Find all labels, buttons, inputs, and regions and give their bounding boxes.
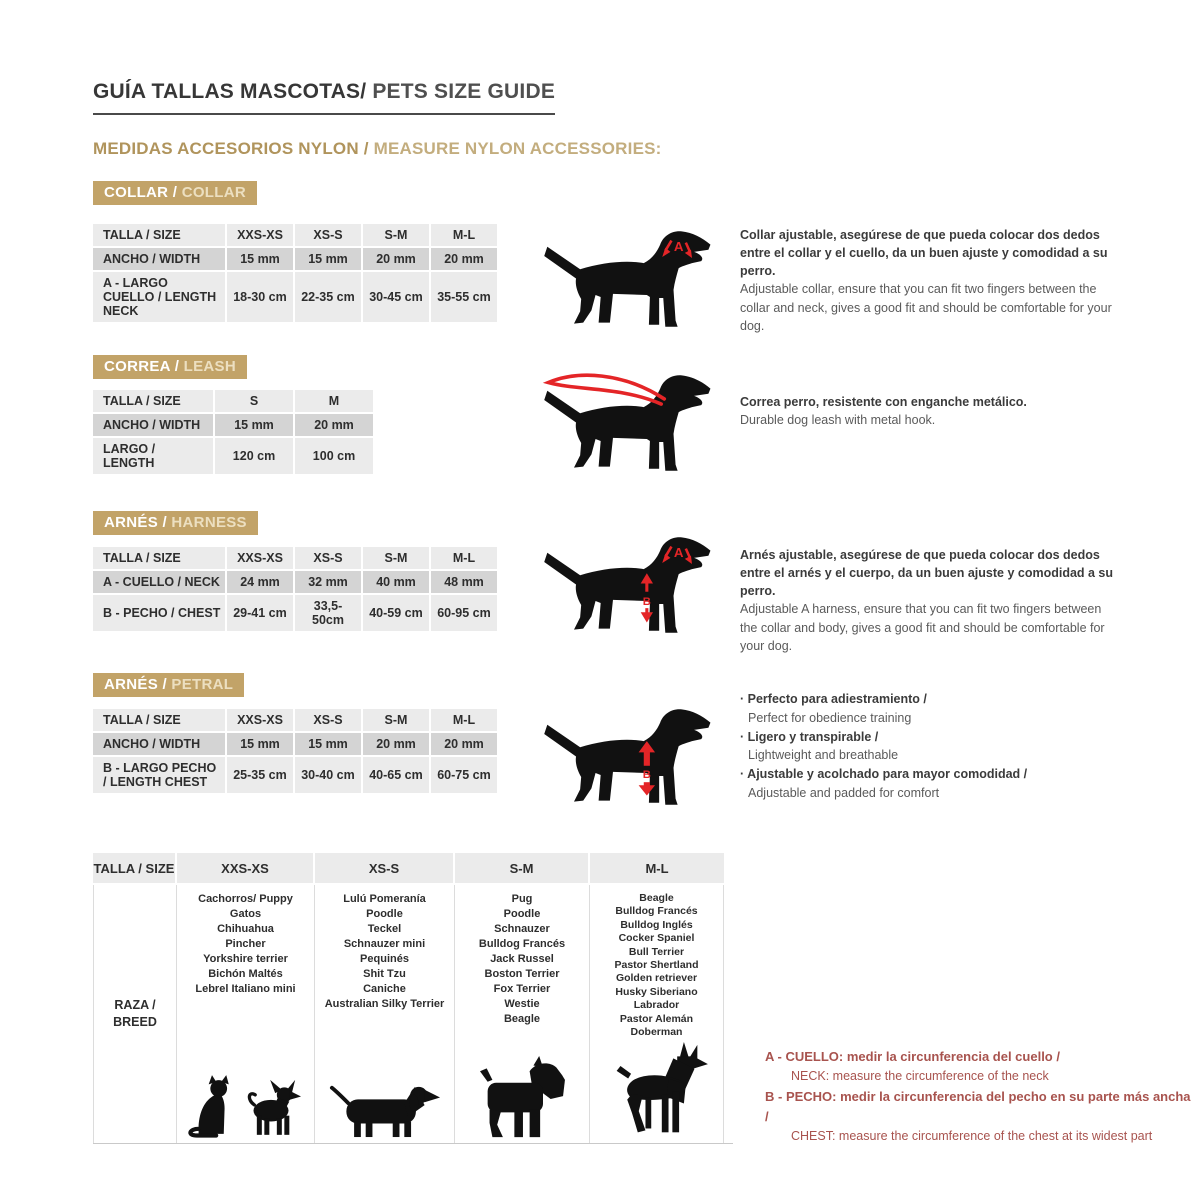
note-a-en: NECK: measure the circumference of the neck [791,1069,1049,1084]
dog-leash-icon [541,362,726,480]
collar-badge-en: COLLAR [177,184,246,201]
cell: 40 mm [363,571,429,593]
breed-list-xxs-xs: Cachorros/ Puppy Gatos Chihuahua Pincher Yorkshire terrier Bichón Maltés Lebrel Italiano mini [195,893,296,995]
cell: M [295,390,373,412]
leash-table-length-row [93,438,373,474]
leash-badge-es: CORREA / [104,358,180,375]
harness-measure-label-b: B [642,596,651,609]
cell: XS-S [315,853,453,883]
cell: XS-S [295,709,361,731]
cell: A - CUELLO / NECK [93,571,225,593]
page-subtitle [93,139,662,159]
harness-badge [93,511,258,535]
cell: 20 mm [363,248,429,270]
cell: 60-95 cm [431,595,497,631]
schnauzer-silhouette-icon [476,1056,568,1140]
page-title-en: PETS SIZE GUIDE [366,80,556,103]
cell: 30-40 cm [295,757,361,793]
cell: 20 mm [363,733,429,755]
dog-petral-icon [541,696,726,814]
bullet-en: Perfect for obedience training [748,710,912,725]
cell: 35-55 cm [431,272,497,322]
breed-cell-xs-s [315,885,455,1143]
dog-harness-icon [541,524,726,642]
doberman-silhouette-icon [603,1042,711,1140]
leash-description [740,393,1115,429]
collar-description [740,226,1115,335]
harness-table-neck-row [93,571,497,593]
leash-badge [93,355,247,379]
page-subtitle-en: MEASURE NYLON ACCESSORIES: [368,139,662,158]
bullet-en: Adjustable and padded for comfort [748,785,940,800]
cell: TALLA / SIZE [93,390,213,412]
cell: LARGO / LENGTH [93,438,213,474]
cell: 60-75 cm [431,757,497,793]
bullet-item [740,690,1120,728]
page-title-es: GUÍA TALLAS MASCOTAS/ [93,80,367,103]
cell: XS-S [295,547,361,569]
silhouettes-xxs-xs [186,1074,306,1140]
note-b-en: CHEST: measure the circumference of the chest at its widest part [791,1128,1153,1143]
cell: 30-45 cm [363,272,429,322]
cell: XXS-XS [227,547,293,569]
cell: ANCHO / WIDTH [93,248,225,270]
breed-table [93,853,733,1144]
bullet-item [740,765,1120,803]
cell: TALLA / SIZE [93,853,175,883]
bullet-item [740,728,1120,766]
harness-description [740,546,1115,655]
cell: 22-35 cm [295,272,361,322]
cell: 20 mm [295,414,373,436]
petral-dog-illustration [541,696,726,819]
petral-badge-en: PETRAL [166,676,234,693]
cell: 120 cm [215,438,293,474]
collar-desc-es: Collar ajustable, asegúrese de que pueda colocar dos dedos entre el collar y el cuello, da un buen ajuste y comodidad a su perro. [740,228,1108,279]
chihuahua-silhouette-icon [246,1078,306,1140]
page-title [93,80,555,115]
cell: XS-S [295,224,361,246]
cell: M-L [431,547,497,569]
cell: ANCHO / WIDTH [93,414,213,436]
harness-desc-en: Adjustable A harness, ensure that you can fit two fingers between the collar and body, gives a good fit and should be comfortable for your dog. [740,602,1105,653]
petral-table [91,707,499,795]
cell: XXS-XS [227,224,293,246]
cell: TALLA / SIZE [93,224,225,246]
bullet-es: · Perfecto para adiestramiento / [740,690,1120,709]
harness-badge-es: ARNÉS / [104,514,167,531]
cell: 33,5-50cm [295,595,361,631]
cell: 40-65 cm [363,757,429,793]
cell: M-L [431,224,497,246]
page-subtitle-es: MEDIDAS ACCESORIOS NYLON / [93,139,369,158]
silhouettes-m-l [603,1042,711,1140]
collar-measure-label-a: A [673,238,684,254]
petral-table-width-row [93,733,497,755]
breed-list-xs-s: Lulú Pomeranía Poodle Teckel Schnauzer mini Pequinés Shit Tzu Caniche Australian Silky Terrier [324,893,445,1010]
cell: 15 mm [295,248,361,270]
cell: 48 mm [431,571,497,593]
cell: B - LARGO PECHO / LENGTH CHEST [93,757,225,793]
collar-table-header-row [93,224,497,246]
petral-table-chest-row [93,757,497,793]
cat-silhouette-icon [186,1074,238,1140]
cell: ANCHO / WIDTH [93,733,225,755]
cell: S-M [363,224,429,246]
harness-badge-en: HARNESS [166,514,247,531]
cell: S [215,390,293,412]
bullet-es: · Ajustable y acolchado para mayor comodidad / [740,765,1120,784]
cell: S-M [363,709,429,731]
collar-desc-en: Adjustable collar, ensure that you can fit two fingers between the collar and neck, gives a good fit and should be comfortable for your dog. [740,282,1112,333]
leash-desc-es: Correa perro, resistente con enganche metálico. [740,395,1027,409]
cell: 15 mm [215,414,293,436]
cell: XXS-XS [227,709,293,731]
collar-table-width-row [93,248,497,270]
bullet-en: Lightweight and breathable [748,748,899,763]
harness-table [91,545,499,633]
note-b-es: B - PECHO: medir la circunferencia del pecho en su parte más ancha / [765,1088,1191,1124]
raza-breed-label: RAZA / BREED [113,998,157,1029]
page-header [93,80,555,115]
harness-dog-illustration [541,524,726,647]
leash-dog-illustration [541,362,726,485]
leash-table-header-row [93,390,373,412]
leash-badge-en: LEASH [179,358,236,375]
collar-table-neck-row [93,272,497,322]
breed-table-header [93,853,733,883]
cell: M-L [590,853,724,883]
breed-table-body [93,885,733,1144]
petral-bullets [740,690,1120,803]
cell: S-M [455,853,588,883]
cell: TALLA / SIZE [93,547,225,569]
cell: 20 mm [431,248,497,270]
leash-desc-en: Durable dog leash with metal hook. [740,413,936,428]
cell: TALLA / SIZE [93,709,225,731]
cell: 40-59 cm [363,595,429,631]
collar-table [91,222,499,324]
leash-table-width-row [93,414,373,436]
petral-badge [93,673,244,697]
cell: 15 mm [295,733,361,755]
breed-row-label-cell [93,885,177,1143]
cell: A - LARGO CUELLO / LENGTH NECK [93,272,225,322]
cell: S-M [363,547,429,569]
petral-measure-label-b: B [642,769,651,782]
petral-badge-es: ARNÉS / [104,676,167,693]
cell: B - PECHO / CHEST [93,595,225,631]
bullet-es: · Ligero y transpirable / [740,728,1120,747]
cell: 24 mm [227,571,293,593]
harness-measure-label-a: A [673,544,684,560]
cell: 29-41 cm [227,595,293,631]
harness-table-chest-row [93,595,497,631]
harness-desc-es: Arnés ajustable, asegúrese de que pueda colocar dos dedos entre el arnés y el cuerpo, da un buen ajuste y comodidad a su perro. [740,548,1114,599]
cell: 25-35 cm [227,757,293,793]
collar-badge [93,181,257,205]
note-a-es: A - CUELLO: medir la circunferencia del cuello / [765,1049,1060,1064]
leash-table [91,388,375,476]
cell: XXS-XS [177,853,313,883]
dog-collar-icon [541,218,726,336]
cell: 15 mm [227,733,293,755]
petral-table-header-row [93,709,497,731]
breed-cell-s-m [455,885,590,1143]
cell: 32 mm [295,571,361,593]
cell: 15 mm [227,248,293,270]
cell: 20 mm [431,733,497,755]
silhouettes-s-m [476,1056,568,1140]
breed-list-m-l: Beagle Bulldog Francés Bulldog Inglés Cocker Spaniel Bull Terrier Pastor Shertland Golden retriever Husky Siberiano Labrador Pastor Alemán Doberman [614,892,699,1039]
silhouettes-xs-s [329,1080,441,1140]
breed-cell-xxs-xs [177,885,315,1143]
cell: M-L [431,709,497,731]
dachshund-silhouette-icon [329,1080,441,1140]
breed-list-s-m: Pug Poodle Schnauzer Bulldog Francés Jack Russel Boston Terrier Fox Terrier Westie Beagle [478,893,566,1025]
measure-notes [765,1047,1195,1146]
harness-table-header-row [93,547,497,569]
cell: 18-30 cm [227,272,293,322]
collar-badge-es: COLLAR / [104,184,178,201]
breed-cell-m-l [590,885,724,1143]
cell: 100 cm [295,438,373,474]
collar-dog-illustration [541,218,726,341]
